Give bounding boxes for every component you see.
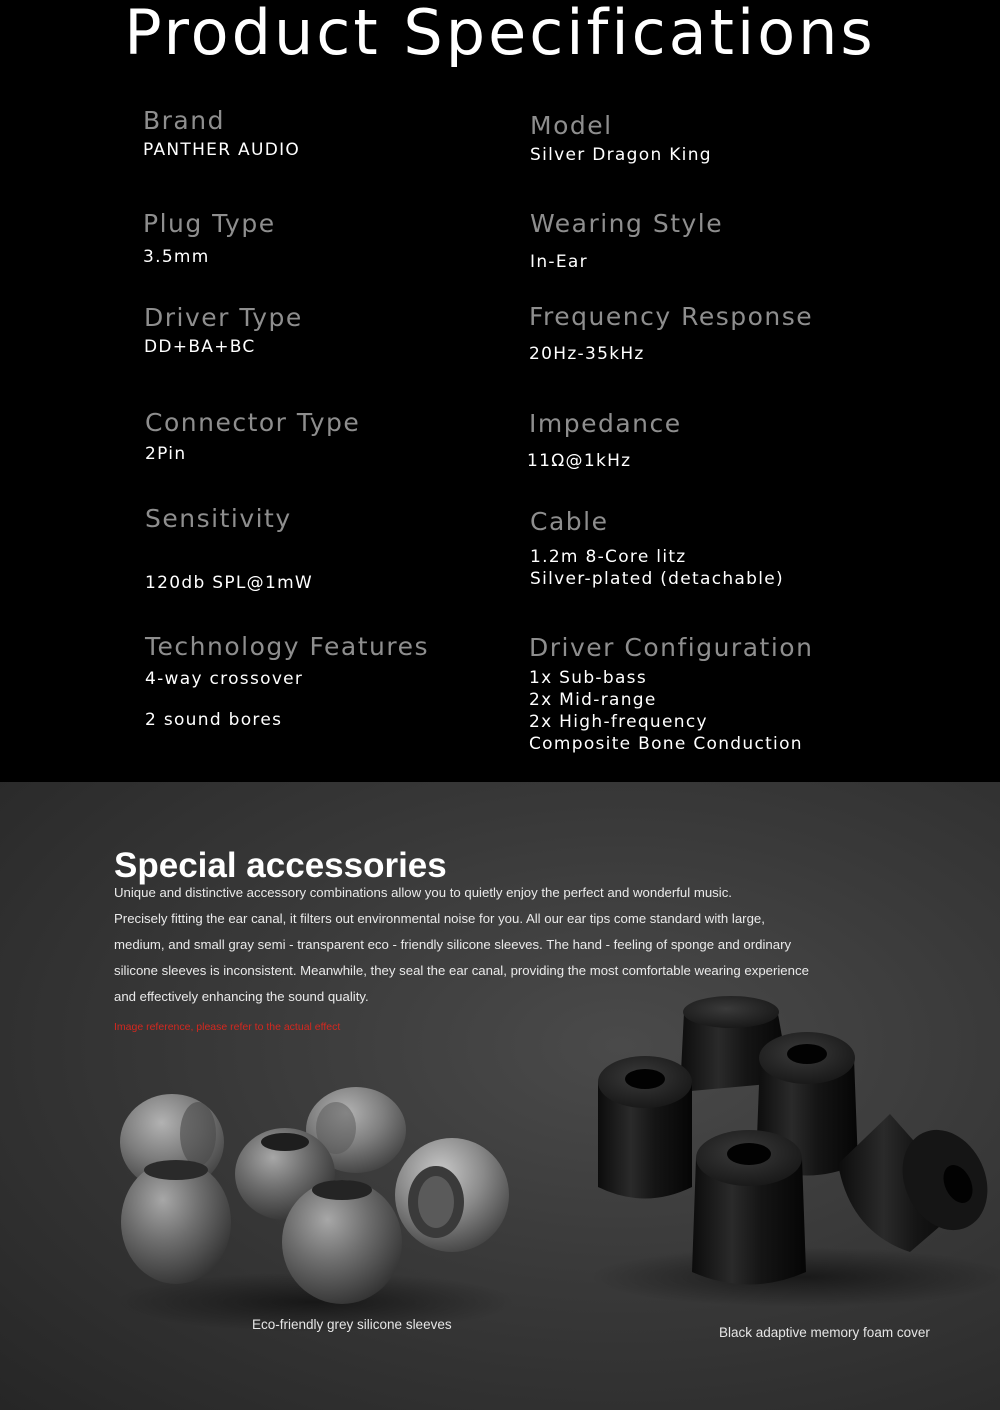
spec-label: Plug Type [143, 209, 276, 238]
accessories-description-line: silicone sleeves is inconsistent. Meanwhile, they seal the ear canal, providing the most comfortable wearing experience [114, 963, 809, 978]
spec-value: 11Ω@1kHz [527, 451, 632, 471]
spec-value: 1.2m 8-Core litz [530, 547, 687, 567]
spec-value: 1x Sub-bass [529, 668, 647, 688]
spec-label: Technology Features [145, 632, 429, 661]
spec-connector-type [145, 408, 545, 465]
spec-label: Impedance [529, 409, 682, 438]
spec-label: Frequency Response [529, 302, 814, 331]
spec-label: Driver Type [144, 303, 303, 332]
spec-plug-type [143, 209, 543, 268]
spec-value: DD+BA+BC [144, 337, 256, 357]
silicone-sleeves-icon [115, 1087, 515, 1332]
spec-value: 2 sound bores [145, 710, 283, 730]
silicone-sleeves-caption: Eco-friendly grey silicone sleeves [252, 1317, 452, 1332]
accessories-description-line: Unique and distinctive accessory combinations allow you to quietly enjoy the perfect and wonderful music. [114, 885, 732, 900]
spec-brand [143, 106, 543, 161]
spec-wearing-style [530, 209, 930, 273]
image-reference-note: Image reference, please refer to the actual effect [114, 1021, 341, 1033]
spec-label: Connector Type [145, 408, 361, 437]
spec-value: 120db SPL@1mW [145, 573, 314, 593]
spec-value: PANTHER AUDIO [143, 140, 301, 160]
spec-impedance [529, 409, 929, 472]
spec-label: Wearing Style [530, 209, 724, 238]
spec-sensitivity [145, 504, 545, 594]
accessories-description-line: medium, and small gray semi - transparent eco - friendly silicone sleeves. The hand - feeling of sponge and ordinary [114, 937, 792, 952]
spec-value: 3.5mm [143, 247, 210, 267]
memory-foam-tips-icon [590, 996, 1000, 1307]
spec-label: Model [530, 111, 613, 140]
spec-value: Composite Bone Conduction [529, 734, 803, 754]
spec-value: 2x High-frequency [529, 712, 708, 732]
spec-technology-features [145, 632, 545, 731]
spec-label: Driver Configuration [529, 633, 814, 662]
spec-value: In-Ear [530, 252, 588, 272]
spec-value: Silver Dragon King [530, 145, 712, 165]
accessories-description-line: and effectively enhancing the sound quality. [114, 989, 369, 1004]
spec-label: Brand [143, 106, 225, 135]
spec-value: 20Hz-35kHz [529, 344, 645, 364]
accessories-title: Special accessories [114, 846, 447, 885]
spec-value: 2x Mid-range [529, 690, 657, 710]
specifications-title: Product Specifications [124, 0, 876, 69]
spec-label: Sensitivity [145, 504, 292, 533]
spec-value: 4-way crossover [145, 669, 304, 689]
spec-value: 2Pin [145, 444, 187, 464]
spec-cable [530, 507, 930, 590]
accessories-description-line: Precisely fitting the ear canal, it filters out environmental noise for you. All our ear tips come standard with large, [114, 911, 765, 926]
spec-value: Silver-plated (detachable) [530, 569, 784, 589]
accessories-section [0, 782, 1000, 1410]
spec-label: Cable [530, 507, 609, 536]
spec-model [530, 111, 930, 166]
foam-cover-caption: Black adaptive memory foam cover [719, 1325, 930, 1340]
spec-frequency-response [529, 302, 929, 365]
spec-driver-configuration [529, 633, 929, 755]
spec-driver-type [144, 303, 544, 358]
